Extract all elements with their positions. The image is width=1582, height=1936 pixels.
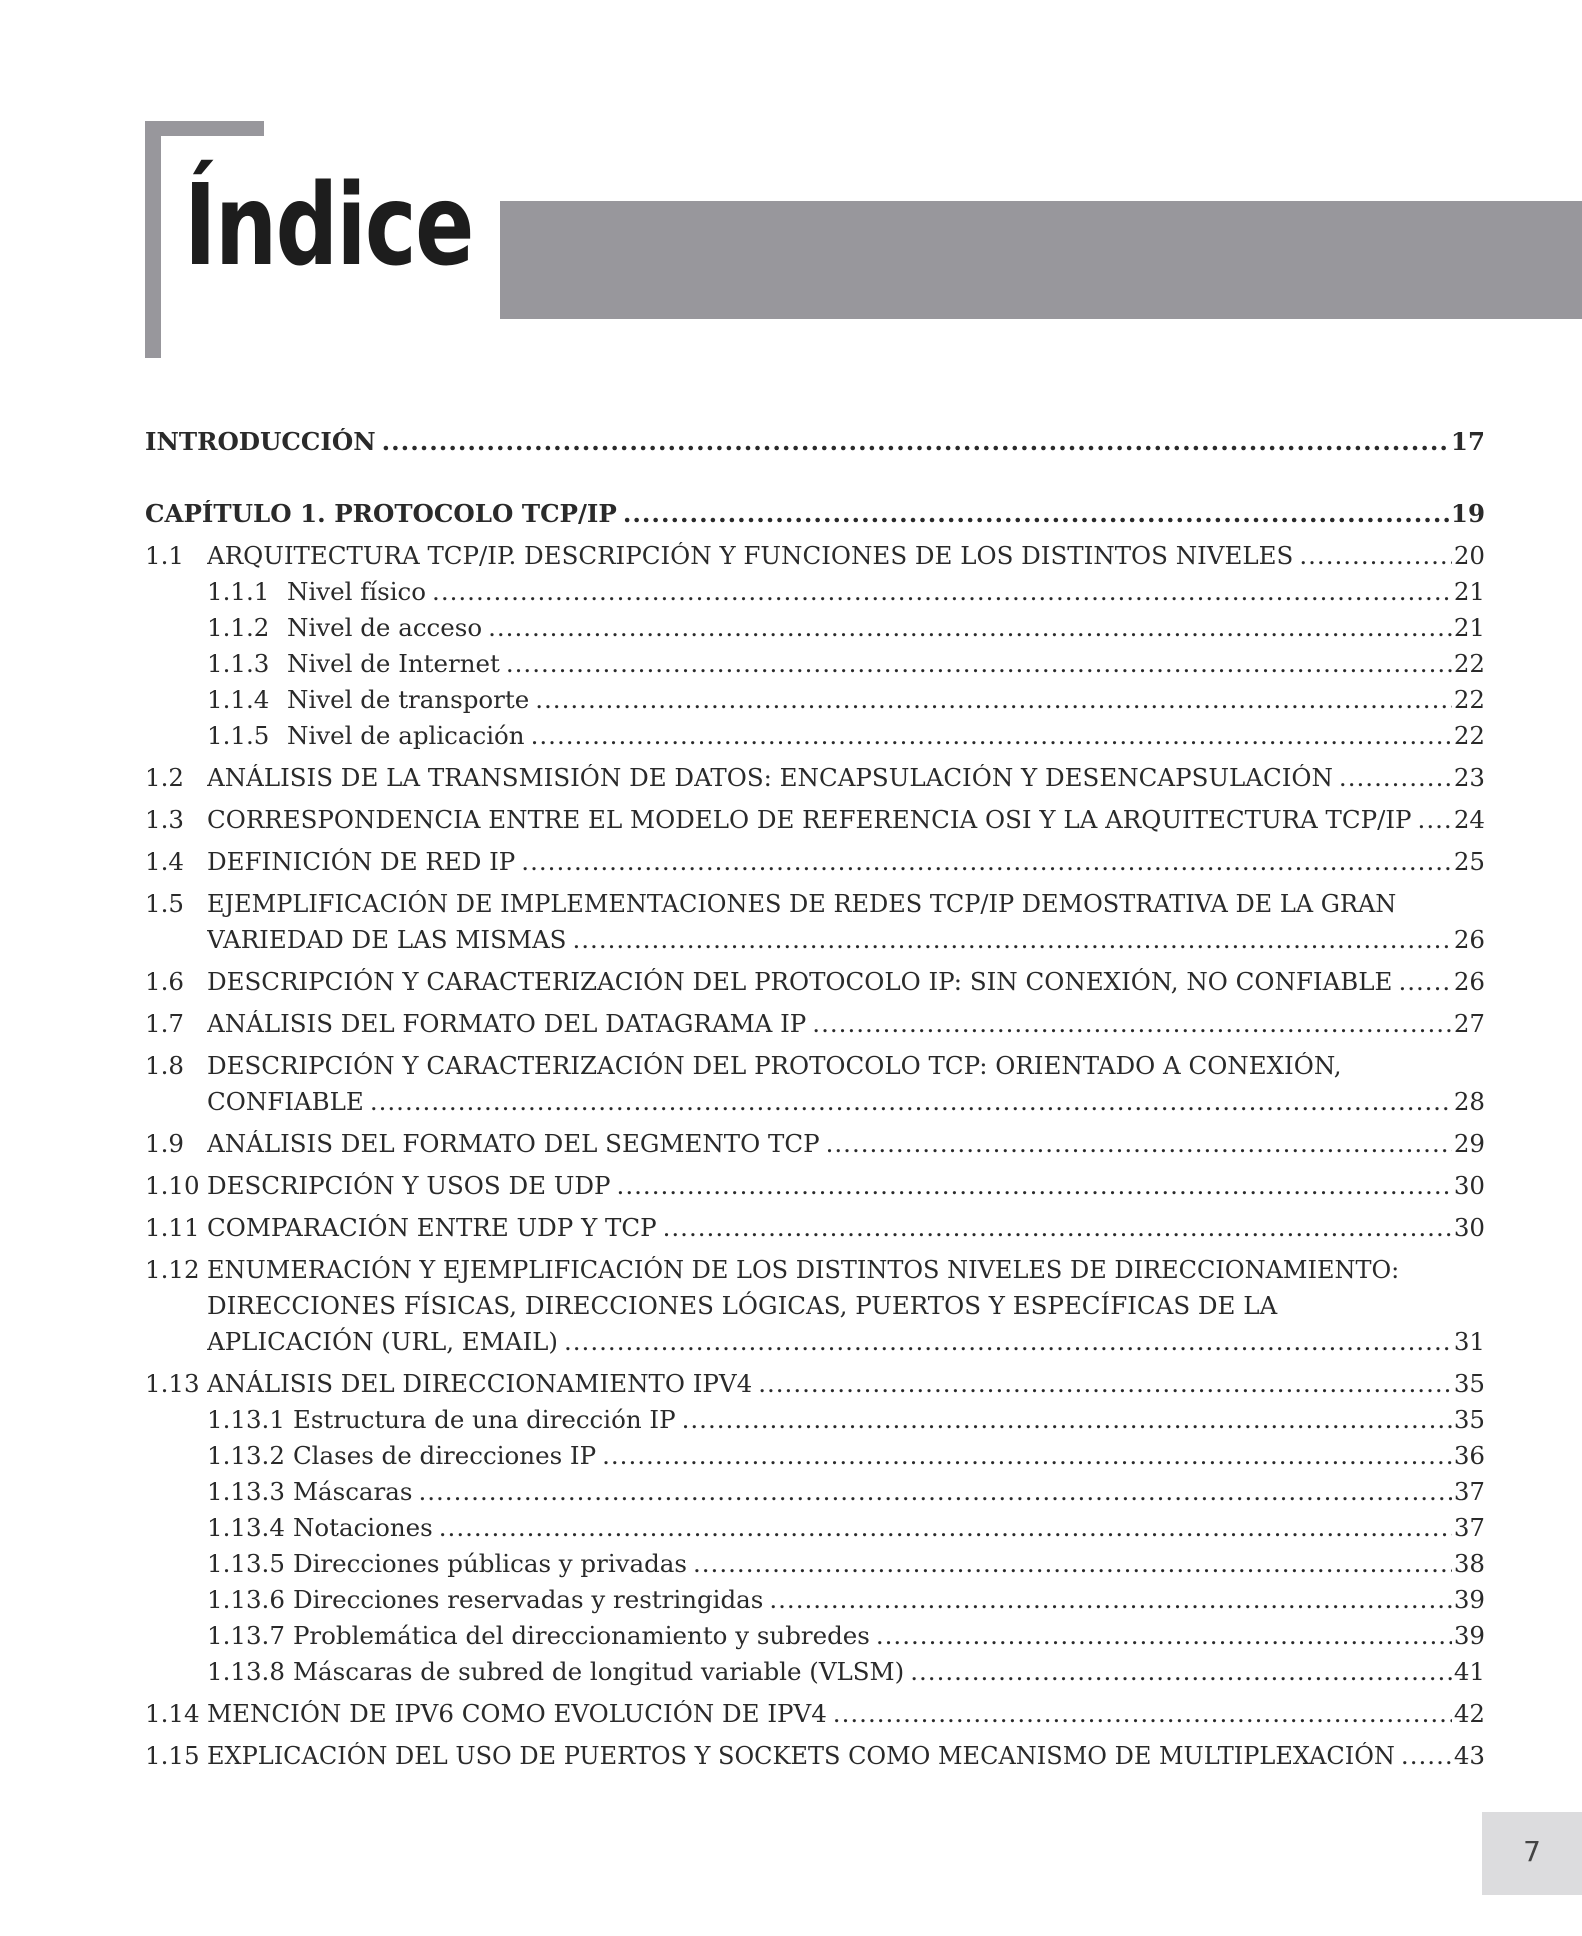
toc-entry-page: 28	[1453, 1087, 1485, 1116]
toc-entry-1-1-2[interactable]	[145, 614, 1485, 642]
toc-entry-text-line1: EJEMPLIFICACIÓN DE IMPLEMENTACIONES DE REDES TCP/IP DEMOSTRATIVA DE LA GRAN	[207, 890, 1397, 918]
toc-entry-page: 35	[1453, 1406, 1485, 1434]
toc-entry-text: MENCIÓN DE IPV6 COMO EVOLUCIÓN DE IPV4	[207, 1700, 827, 1728]
toc-entry-1-13-3[interactable]	[145, 1478, 1485, 1506]
toc-entry-text: EXPLICACIÓN DEL USO DE PUERTOS Y SOCKETS COMO MECANISMO DE MULTIPLEXACIÓN	[207, 1742, 1395, 1770]
toc-entry-number: 1.11	[145, 1213, 200, 1242]
toc-entry-page: 42	[1453, 1700, 1485, 1728]
toc-entry-text-line1: DESCRIPCIÓN Y CARACTERIZACIÓN DEL PROTOCOLO TCP: ORIENTADO A CONEXIÓN,	[207, 1052, 1342, 1080]
leader-dots	[488, 614, 1452, 642]
toc-entry-1-1-5[interactable]	[145, 722, 1485, 750]
toc-entry-1-10[interactable]	[145, 1172, 1485, 1200]
leader-dots	[564, 1328, 1452, 1356]
leader-dots	[382, 428, 1449, 456]
toc-entry-page: 39	[1453, 1586, 1485, 1614]
toc-entry-page: 39	[1453, 1622, 1485, 1650]
toc-entry-text: Máscaras de subred de longitud variable (VLSM)	[292, 1658, 905, 1686]
leader-dots	[602, 1442, 1452, 1470]
toc-entry-page: 38	[1453, 1550, 1485, 1578]
toc-entry-1-11[interactable]	[145, 1214, 1485, 1242]
toc-entry-page: 23	[1453, 764, 1485, 792]
toc-entry-page: 21	[1453, 578, 1485, 606]
toc-entry-page: 37	[1453, 1478, 1485, 1506]
toc-entry-number: 1.13.7	[207, 1621, 285, 1650]
toc-entry-page: 17	[1450, 428, 1485, 456]
page-number: 7	[1523, 1835, 1541, 1868]
toc-entry-number: 1.13.6	[207, 1585, 285, 1614]
toc-entry-1-1-3[interactable]	[145, 650, 1485, 678]
toc-entry-page: 25	[1453, 848, 1485, 876]
toc-entry-1-13-2[interactable]	[145, 1442, 1485, 1470]
toc-entry-text: ANÁLISIS DEL DIRECCIONAMIENTO IPV4	[207, 1370, 753, 1398]
leader-dots	[758, 1370, 1452, 1398]
toc-entry-text: COMPARACIÓN ENTRE UDP Y TCP	[207, 1214, 657, 1242]
toc-entry-page: 26	[1453, 925, 1485, 954]
leader-dots	[1299, 542, 1451, 570]
toc-entry-text: DESCRIPCIÓN Y USOS DE UDP	[207, 1172, 611, 1200]
toc-entry-text: Máscaras	[292, 1478, 413, 1506]
toc-entry-page: 29	[1453, 1130, 1485, 1158]
leader-dots	[833, 1700, 1452, 1728]
toc-entry-text: Problemática del direccionamiento y subredes	[292, 1622, 870, 1650]
toc-entry-number: 1.1.3	[207, 649, 270, 678]
toc-entry-page: 30	[1453, 1172, 1485, 1200]
table-of-contents	[145, 428, 1485, 1770]
leader-dots	[370, 1088, 1452, 1116]
toc-entry-number: 1.13.8	[207, 1657, 285, 1686]
page-number-box	[1482, 1812, 1582, 1895]
leader-dots	[617, 1172, 1452, 1200]
toc-entry-page: 37	[1453, 1514, 1485, 1542]
toc-entry-text-line3: APLICACIÓN (URL, EMAIL)	[207, 1327, 558, 1356]
toc-entry-text: ANÁLISIS DEL FORMATO DEL DATAGRAMA IP	[207, 1010, 807, 1038]
toc-entry-1-13-6[interactable]	[145, 1586, 1485, 1614]
title-bracket-vertical	[145, 121, 161, 358]
toc-entry-page: 30	[1453, 1214, 1485, 1242]
toc-entry-text-line2: DIRECCIONES FÍSICAS, DIRECCIONES LÓGICAS, PUERTOS Y ESPECÍFICAS DE LA	[207, 1291, 1278, 1320]
toc-entry-introduccion[interactable]	[145, 428, 1485, 456]
toc-entry-1-13-5[interactable]	[145, 1550, 1485, 1578]
toc-entry-number: 1.13.1	[207, 1405, 285, 1434]
toc-entry-text: Notaciones	[292, 1514, 433, 1542]
toc-entry-number: 1.4	[145, 847, 184, 876]
leader-dots	[623, 500, 1449, 528]
leader-dots	[812, 1010, 1452, 1038]
toc-entry-text: DESCRIPCIÓN Y CARACTERIZACIÓN DEL PROTOCOLO IP: SIN CONEXIÓN, NO CONFIABLE	[207, 968, 1393, 996]
toc-entry-text: ARQUITECTURA TCP/IP. DESCRIPCIÓN Y FUNCIONES DE LOS DISTINTOS NIVELES	[207, 542, 1294, 570]
toc-entry-text: Nivel de aplicación	[287, 722, 525, 750]
toc-entry-text: Nivel de transporte	[287, 686, 530, 714]
title-bracket-horizontal	[145, 121, 264, 136]
page-title: Índice	[184, 161, 473, 291]
toc-entry-text-line2: VARIEDAD DE LAS MISMAS	[207, 925, 567, 954]
toc-entry-number: 1.13.4	[207, 1513, 285, 1542]
toc-entry-text: CORRESPONDENCIA ENTRE EL MODELO DE REFERENCIA OSI Y LA ARQUITECTURA TCP/IP	[207, 806, 1412, 834]
toc-entry-page: 27	[1453, 1010, 1485, 1038]
leader-dots	[682, 1406, 1452, 1434]
leader-dots	[521, 848, 1452, 876]
toc-entry-page: 19	[1450, 500, 1485, 528]
toc-entry-1-15[interactable]	[145, 1742, 1485, 1770]
toc-entry-1-3[interactable]	[145, 806, 1485, 834]
toc-entry-1-4[interactable]	[145, 848, 1485, 876]
toc-entry-1-9[interactable]	[145, 1130, 1485, 1158]
leader-dots	[1398, 968, 1451, 996]
toc-entry-text: Nivel físico	[287, 578, 427, 606]
toc-entry-text: INTRODUCCIÓN	[145, 428, 376, 456]
toc-entry-text: DEFINICIÓN DE RED IP	[207, 848, 516, 876]
toc-entry-1-1-4[interactable]	[145, 686, 1485, 714]
toc-entry-1-2[interactable]	[145, 764, 1485, 792]
toc-entry-page: 22	[1453, 722, 1485, 750]
toc-entry-1-1[interactable]	[145, 542, 1485, 570]
toc-entry-number: 1.14	[145, 1699, 200, 1728]
toc-entry-page: 31	[1453, 1327, 1485, 1356]
toc-entry-number: 1.2	[145, 763, 184, 792]
leader-dots	[531, 722, 1452, 750]
leader-dots	[910, 1658, 1452, 1686]
toc-entry-1-5[interactable]	[145, 890, 1485, 954]
toc-entry-text: Direcciones públicas y privadas	[292, 1550, 687, 1578]
toc-entry-page: 24	[1453, 806, 1485, 834]
toc-entry-number: 1.8	[145, 1051, 184, 1080]
toc-entry-number: 1.1.5	[207, 721, 270, 750]
toc-entry-1-13-1[interactable]	[145, 1406, 1485, 1434]
toc-entry-text: Nivel de acceso	[287, 614, 483, 642]
toc-entry-1-8[interactable]	[145, 1052, 1485, 1116]
leader-dots	[1401, 1742, 1452, 1770]
leader-dots	[572, 926, 1451, 954]
leader-dots	[439, 1514, 1452, 1542]
leader-dots	[535, 686, 1452, 714]
toc-entry-page: 36	[1453, 1442, 1485, 1470]
toc-entry-number: 1.6	[145, 967, 184, 996]
toc-entry-text: Estructura de una dirección IP	[292, 1406, 676, 1434]
toc-entry-text: Direcciones reservadas y restringidas	[292, 1586, 764, 1614]
toc-entry-number: 1.1.1	[207, 577, 270, 606]
toc-entry-1-14[interactable]	[145, 1700, 1485, 1728]
toc-entry-text-line2: CONFIABLE	[207, 1087, 364, 1116]
leader-dots	[1418, 806, 1452, 834]
toc-entry-page: 20	[1453, 542, 1485, 570]
toc-entry-1-12[interactable]	[145, 1256, 1485, 1356]
leader-dots	[826, 1130, 1452, 1158]
toc-entry-number: 1.7	[145, 1009, 184, 1038]
toc-entry-1-1-1[interactable]	[145, 578, 1485, 606]
toc-entry-chapter-1[interactable]	[145, 500, 1485, 528]
toc-entry-page: 43	[1453, 1742, 1485, 1770]
toc-entry-text: Clases de direcciones IP	[292, 1442, 597, 1470]
toc-entry-page: 35	[1453, 1370, 1485, 1398]
toc-entry-number: 1.13.3	[207, 1477, 285, 1506]
toc-entry-1-13-7[interactable]	[145, 1622, 1485, 1650]
toc-entry-page: 21	[1453, 614, 1485, 642]
toc-entry-page: 26	[1453, 968, 1485, 996]
toc-entry-number: 1.1	[145, 541, 184, 570]
toc-entry-page: 41	[1453, 1658, 1485, 1686]
toc-entry-text: ANÁLISIS DE LA TRANSMISIÓN DE DATOS: ENCAPSULACIÓN Y DESENCAPSULACIÓN	[207, 764, 1333, 792]
toc-entry-number: 1.15	[145, 1741, 200, 1770]
leader-dots	[769, 1586, 1451, 1614]
toc-entry-number: 1.12	[145, 1255, 200, 1284]
toc-entry-page: 22	[1453, 686, 1485, 714]
title-bar-decoration	[500, 201, 1582, 319]
toc-entry-text-line1: ENUMERACIÓN Y EJEMPLIFICACIÓN DE LOS DISTINTOS NIVELES DE DIRECCIONAMIENTO:	[207, 1256, 1400, 1284]
toc-entry-text: Nivel de Internet	[287, 650, 500, 678]
toc-entry-1-13-4[interactable]	[145, 1514, 1485, 1542]
leader-dots	[506, 650, 1452, 678]
toc-entry-number: 1.13.2	[207, 1441, 285, 1470]
leader-dots	[876, 1622, 1452, 1650]
toc-entry-number: 1.13.5	[207, 1549, 285, 1578]
toc-entry-number: 1.1.4	[207, 685, 270, 714]
toc-entry-text: ANÁLISIS DEL FORMATO DEL SEGMENTO TCP	[207, 1130, 820, 1158]
leader-dots	[663, 1214, 1452, 1242]
leader-dots	[418, 1478, 1451, 1506]
toc-entry-1-6[interactable]	[145, 968, 1485, 996]
toc-entry-1-13-8[interactable]	[145, 1658, 1485, 1686]
leader-dots	[432, 578, 1452, 606]
leader-dots	[693, 1550, 1452, 1578]
toc-entry-number: 1.1.2	[207, 613, 270, 642]
toc-entry-number: 1.5	[145, 889, 184, 918]
toc-entry-number: 1.10	[145, 1171, 200, 1200]
toc-entry-number: 1.9	[145, 1129, 184, 1158]
leader-dots	[1339, 764, 1452, 792]
toc-entry-number: 1.3	[145, 805, 184, 834]
toc-entry-1-7[interactable]	[145, 1010, 1485, 1038]
toc-entry-page: 22	[1453, 650, 1485, 678]
toc-entry-text: CAPÍTULO 1. PROTOCOLO TCP/IP	[145, 500, 617, 528]
toc-entry-1-13[interactable]	[145, 1370, 1485, 1398]
toc-entry-number: 1.13	[145, 1369, 200, 1398]
